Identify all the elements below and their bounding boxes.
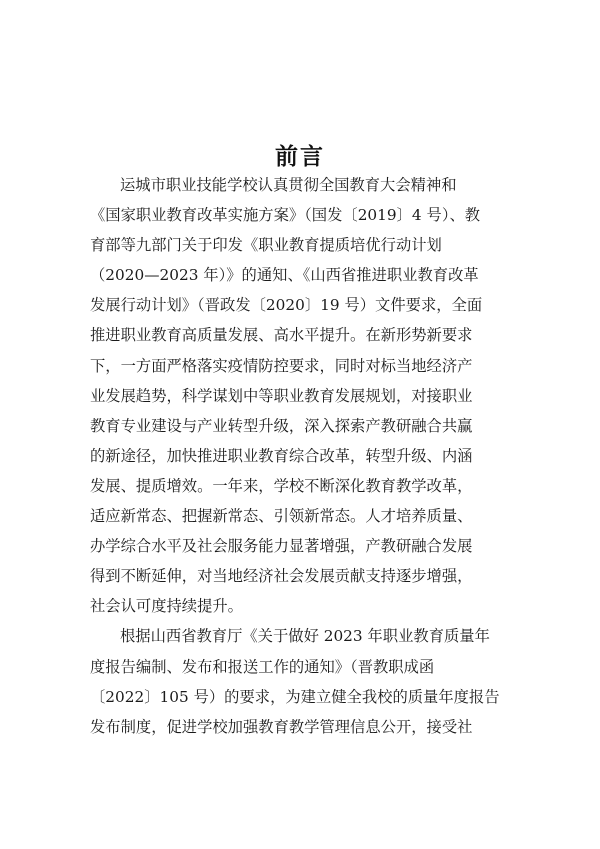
paragraph-line: 发布制度，促进学校加强教育教学管理信息公开，接受社 bbox=[90, 717, 473, 736]
paragraph-line: 社会认可度持续提升。 bbox=[90, 597, 243, 616]
paragraph-line: 业发展趋势，科学谋划中等职业教育发展规划，对接职业 bbox=[90, 386, 473, 405]
paragraph-line: 办学综合水平及社会服务能力显著增强，产教研融合发展 bbox=[90, 537, 473, 556]
paragraph-line: 度报告编制、发布和报送工作的通知》（晋教职成函 bbox=[90, 657, 435, 676]
paragraph-line: 《国家职业教育改革实施方案》（国发〔2019〕4 号）、教 bbox=[90, 206, 481, 225]
body-text bbox=[90, 170, 510, 742]
paragraph-line: 运城市职业技能学校认真贯彻全国教育大会精神和 bbox=[120, 176, 457, 194]
paragraph-line: 得到不断延伸，对当地经济社会发展贡献支持逐步增强， bbox=[90, 567, 473, 586]
paragraph-line: 教育专业建设与产业转型升级，深入探索产教研融合共赢 bbox=[90, 416, 473, 435]
paragraph-line: 根据山西省教育厅《关于做好 2023 年职业教育质量年 bbox=[120, 627, 490, 646]
paragraph-line: 下，一方面严格落实疫情防控要求，同时对标当地经济产 bbox=[90, 356, 473, 375]
paragraph-line: 推进职业教育高质量发展、高水平提升。在新形势新要求 bbox=[90, 326, 473, 345]
paragraph-line: 〔2022〕105 号）的要求，为建立健全我校的质量年度报告 bbox=[90, 687, 500, 706]
paragraph-line: 育部等九部门关于印发《职业教育提质培优行动计划 bbox=[90, 236, 442, 255]
paragraph-line: （2020—2023 年）》的通知、《山西省推进职业教育改革 bbox=[90, 266, 479, 285]
paragraph-line: 的新途径，加快推进职业教育综合改革，转型升级、内涵 bbox=[90, 446, 473, 465]
page-title: 前言 bbox=[275, 143, 325, 170]
paragraph-line: 发展、提质增效。一年来，学校不断深化教育教学改革， bbox=[90, 476, 473, 495]
paragraph-line: 发展行动计划》（晋政发〔2020〕19 号）文件要求，全面 bbox=[90, 296, 483, 315]
paragraph-line: 适应新常态、把握新常态、引领新常态。人才培养质量、 bbox=[90, 507, 473, 526]
